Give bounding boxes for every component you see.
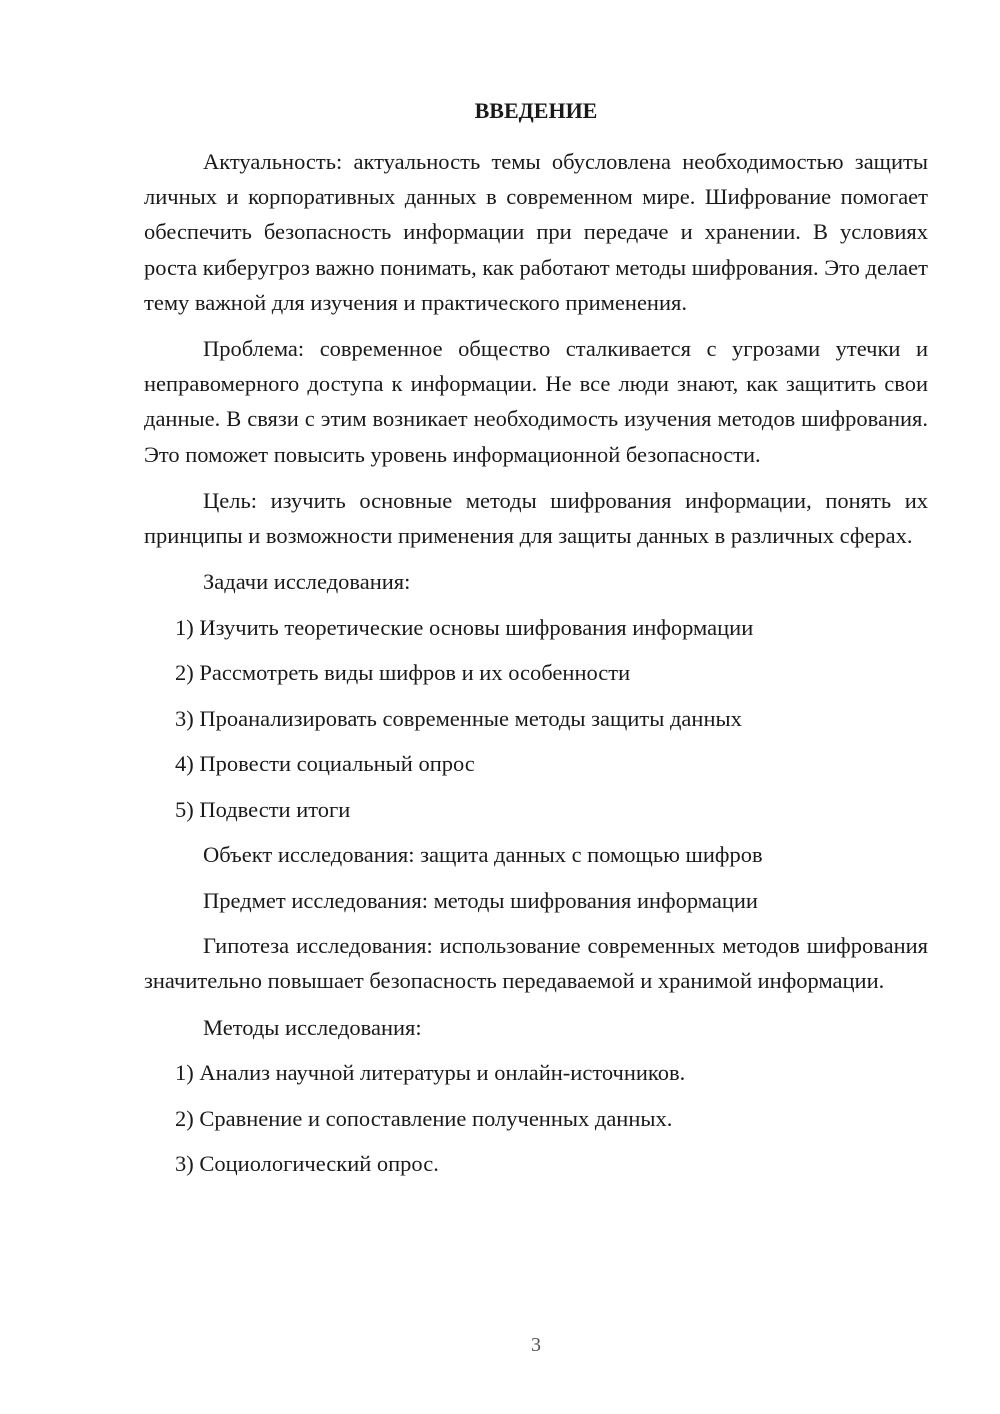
methods-heading: Методы исследования:: [203, 1014, 422, 1040]
document-page: [144, 96, 928, 1192]
goal-paragraph: Цель: изучить основные методы шифрования информации, понять их принципы и возможности применения для защиты данных в различных сферах.: [144, 487, 928, 549]
research-subject: Предмет исследования: методы шифрования информации: [203, 887, 758, 913]
hypothesis-paragraph: Гипотеза исследования: использование современных методов шифрования значительно повышает безопасность передаваемой и хранимой информации.: [144, 933, 928, 994]
page-number: 3: [531, 1334, 541, 1356]
method-item: 1) Анализ научной литературы и онлайн-источников.: [175, 1060, 686, 1086]
task-item: 3) Проанализировать современные методы защиты данных: [175, 705, 742, 731]
tasks-heading: Задачи исследования:: [203, 569, 411, 595]
task-item: 2) Рассмотреть виды шифров и их особенности: [175, 660, 631, 686]
method-item: 3) Социологический опрос.: [175, 1151, 439, 1177]
task-item: 4) Провести социальный опрос: [175, 751, 475, 777]
relevance-paragraph: Актуальность: актуальность темы обусловлена необходимостью защиты личных и корпоративных данных в современном мире. Шифрование помогает обеспечить безопасность информации при передаче и хранении. В условиях роста киберугроз важно понимать, как работают методы шифрования. Это делает тему важной для изучения и практического применения.: [144, 149, 928, 315]
research-object: Объект исследования: защита данных с помощью шифров: [203, 842, 763, 868]
task-item: 5) Подвести итоги: [175, 796, 351, 822]
task-item: 1) Изучить теоретические основы шифрования информации: [175, 614, 754, 640]
method-item: 2) Сравнение и сопоставление полученных данных.: [175, 1105, 673, 1131]
page-title: ВВЕДЕНИЕ: [474, 98, 598, 123]
problem-paragraph: Проблема: современное общество сталкивается с угрозами утечки и неправомерного доступа к информации. Не все люди знают, как защитить свои данные. В связи с этим возникает необходимость изучения методов шифрования. Это поможет повысить уровень информационной безопасности.: [144, 336, 928, 467]
